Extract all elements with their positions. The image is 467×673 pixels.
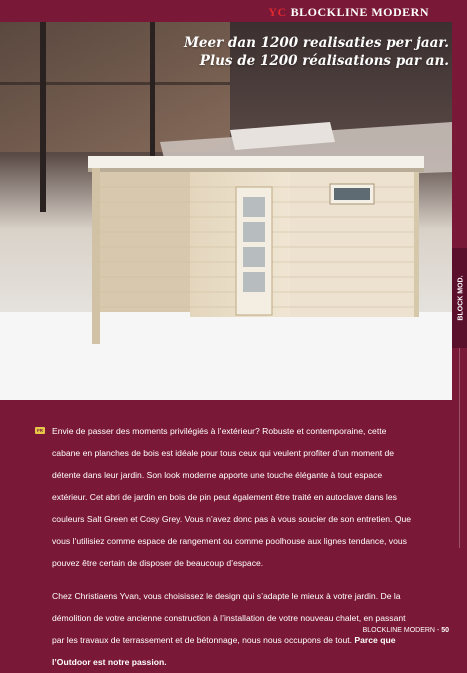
footer-label: BLOCKLINE MODERN - [362, 627, 442, 634]
tagline [184, 34, 449, 70]
garden-shed-illustration [0, 22, 452, 400]
language-flag-label: FR [37, 428, 43, 433]
brand-abbr: YC [268, 5, 287, 19]
product-title: BLOCKLINE MODERN [290, 5, 429, 19]
paragraph-2-bold: Parce que l’Outdoor est notre passion. [52, 635, 396, 667]
language-flag-icon [35, 427, 45, 434]
description-paragraph-2 [52, 585, 412, 673]
product-photo [0, 22, 452, 400]
section-side-tab [452, 248, 467, 348]
page-footer [363, 627, 449, 634]
header-title [268, 5, 429, 20]
description-paragraph-1: Envie de passer des moments privilégiés à l’extérieur? Robuste et contemporaine, cette cabane en planches de bois est idéale pour tous ceux qui veulent profiter d’un moment de détente dans leur jardin. Son look moderne apporte une touche élégante à tout espace extérieur. Cet abri de jardin en bois de pin peut également être traité en autoclave dans les couleurs Salt Green et Cosy Grey. Vous n’avez donc pas à vous soucier de son entretien. Que vous l’utilisiez comme espace de rangement ou comme poolhouse aux lignes tendance, vous pouvez être certain de disposer de beaucoup d’espace. [52, 426, 412, 568]
page-number: 50 [441, 627, 449, 634]
description-text [52, 420, 412, 673]
side-tab-label: BLOCK MOD. [457, 275, 465, 321]
tagline-nl: Meer dan 1200 realisaties per jaar. [183, 35, 449, 51]
paragraph-2-text: Chez Christiaens Yvan, vous choisissez le design qui s’adapte le mieux à votre jardin. De la démolition de votre ancienne construction à l’installation de votre nouveau chalet, en passant par les travaux de terrassement et de bétonnage, nous nous occupons de tout. [52, 591, 406, 645]
page-header [0, 0, 467, 22]
tagline-fr: Plus de 1200 réalisations par an. [199, 53, 449, 69]
side-divider [459, 348, 460, 548]
